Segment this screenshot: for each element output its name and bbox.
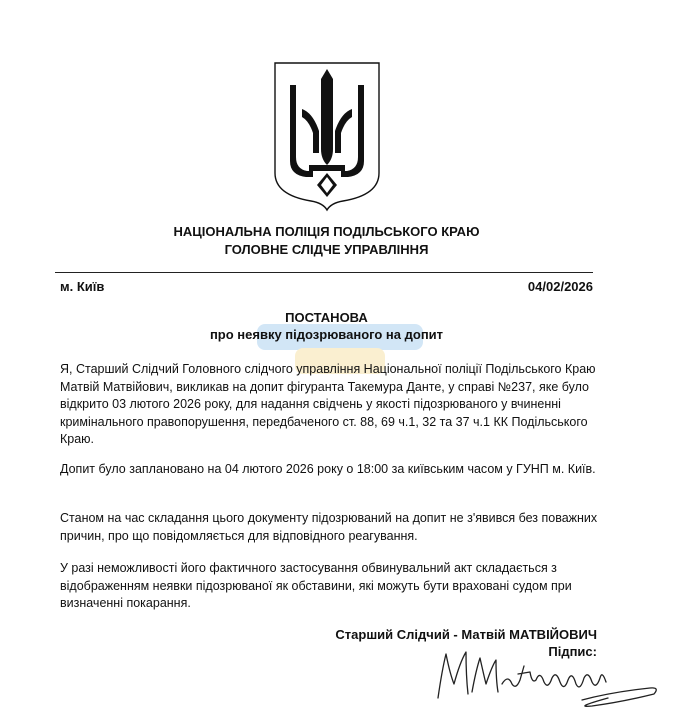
body-paragraph: Станом на час складання цього документу підозрюваний на допит не з'явився без поважних причин, про що повідомляється для відповідного реагування. [60, 511, 598, 543]
document-subtitle: про неявку підозрюваного на допит [209, 327, 444, 342]
department-name: ГОЛОВНЕ СЛІДЧЕ УПРАВЛІННЯ [224, 242, 429, 257]
document-title: ПОСТАНОВА [285, 310, 368, 325]
trident-coat-of-arms-icon [273, 61, 381, 212]
document-date: 04/02/2026 [527, 279, 593, 294]
body-paragraph: Допит було заплановано на 04 лютого 2026 року о 18:00 за київським часом у ГУНП м. Київ. [60, 462, 596, 476]
signature-label: Підпис: [548, 644, 597, 659]
body-paragraph: У разі неможливості його фактичного застосування обвинувальний акт складається з відображенням неявки підозрюваної як обставини, які можуть бути враховані судом при визначенні покарання. [60, 561, 572, 611]
organization-name: НАЦІОНАЛЬНА ПОЛІЦІЯ ПОДІЛЬСЬКОГО КРАЮ [173, 224, 480, 239]
header-divider [55, 272, 593, 273]
handwritten-signature [432, 640, 662, 712]
document-city: м. Київ [60, 279, 105, 294]
signer-name: Старший Слідчий - Матвій МАТВІЙОВИЧ [335, 627, 597, 642]
body-paragraph: Я, Старший Слідчий Головного слідчого управління Національної поліції Подільського Краю Матвій Матвійович, викликав на допит фігуранта Такемура Данте, у справі №237, яке було відкрито 03 лютого 2026 року, для надання свідчень у якості підозрюваного у вчиненні кримінального правопорушення, передбаченого ст. 88, 69 ч.1, 32 та 37 ч.1 КК Подільського Краю. [60, 362, 596, 447]
